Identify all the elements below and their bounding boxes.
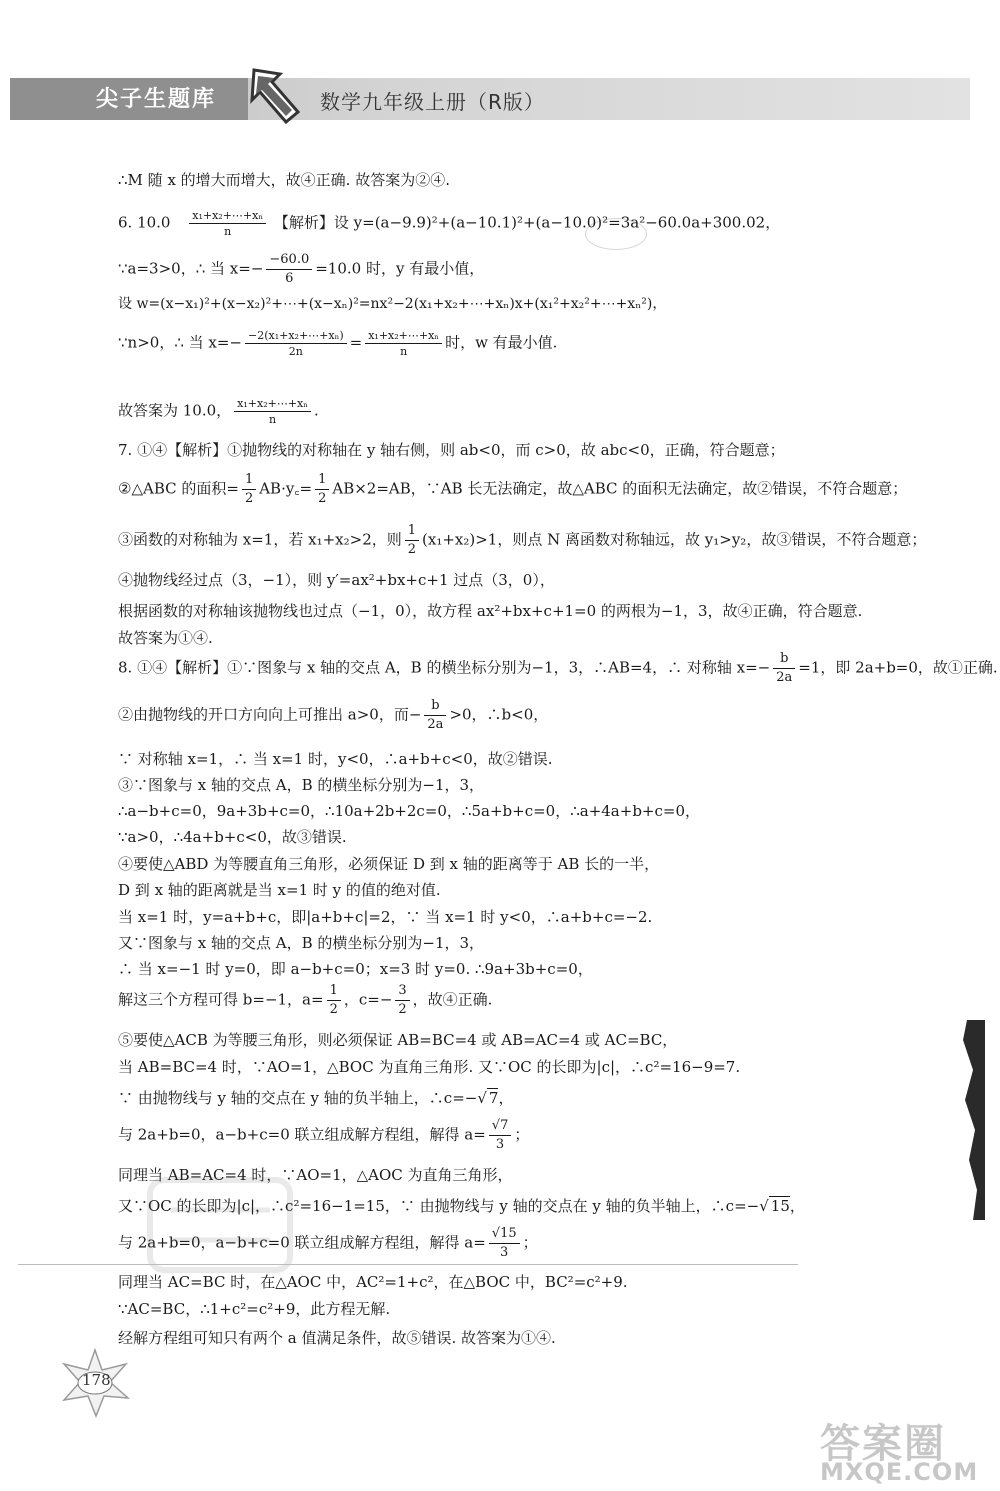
text-line: 与 2a+b=0，a−b+c=0 联立组成解方程组，解得 a= $\frac{√15}{3}$ ； <box>118 1226 538 1260</box>
text-line: 当 x=1 时，y=a+b+c，即|a+b+c|=2，∵ 当 x=1 时 y<0，∴a+b+c=−2. <box>118 908 653 926</box>
text-line: 当 AB=BC=4 时，∵AO=1，△BOC 为直角三角形. 又∵OC 的长即为|c|，∴c²=16−9=7. <box>118 1058 741 1076</box>
text-line: 6. 10.0 $\frac{\text{x₁+x₂+⋯+xₙ}}{n}$ 【解析】设 y=(a−9.9)²+(a−10.1)²+(a−10.0)²=3a²−60.0a+300.02， <box>118 209 781 238</box>
text-line: 经解方程组可知只有两个 a 值满足条件，故⑤错误. 故答案为①④. <box>118 1329 556 1347</box>
text-line: ④要使△ABD 为等腰直角三角形，必须保证 D 到 x 轴的距离等于 AB 长的一半， <box>118 855 660 873</box>
page-number: 178 <box>82 1371 111 1389</box>
text-line: 同理当 AC=BC 时，在△AOC 中，AC²=1+c²，在△BOC 中，BC²=c²+9. <box>118 1273 628 1291</box>
text-line: ②由抛物线的开口方向向上可推出 a>0，而− $\frac{b}{2a}$ >0，∴b<0， <box>118 698 549 732</box>
book-title: 数学九年级上册（R版） <box>320 90 545 114</box>
text-line: ∵ 对称轴 x=1，∴ 当 x=1 时，y<0，∴a+b+c<0，故②错误. <box>118 750 553 768</box>
text-line: 解这三个方程可得 b=−1，a= $\frac{1}{2}$ ，c=− $\frac{3}{2}$ ，故④正确. <box>118 983 493 1017</box>
fraction: $\frac{\text{−2(x₁+x₂+⋯+xₙ)}}{2n}$ <box>245 328 347 359</box>
fraction: $\frac{1}{2}$ <box>327 982 341 1019</box>
text-line: D 到 x 轴的距离就是当 x=1 时 y 的值的绝对值. <box>118 881 441 899</box>
fraction: $\frac{√15}{3}$ <box>489 1225 520 1262</box>
page-edge-shadow <box>955 1020 985 1220</box>
fraction: $\frac{√7}{3}$ <box>489 1117 512 1154</box>
divider-line <box>18 1264 798 1265</box>
fraction: $\frac{\text{x₁+x₂+⋯+xₙ}}{n}$ <box>365 328 442 359</box>
text-line: ∵n>0，∴ 当 x=− $\frac{\text{−2(x₁+x₂+⋯+xₙ)}}{2n}$ = $\frac{\text{x₁+x₂+⋯+xₙ}}{n}$ 时，w 有最小值. <box>118 329 558 358</box>
text-line: ④抛物线经过点（3，−1），则 y′=ax²+bx+c+1 过点（3，0）， <box>118 571 555 589</box>
fraction: $\frac{1}{2}$ <box>315 471 329 508</box>
text-line: 故答案为 10.0， $\frac{\text{x₁+x₂+⋯+xₙ}}{n}$ . <box>118 397 319 426</box>
text-line: ③函数的对称轴为 x=1，若 x₁+x₂>2，则 $\frac{1}{2}$ (x₁+x₂)>1，则点 N 离函数对称轴远，故 y₁>y₂，故③错误，不符合题意； <box>118 523 927 557</box>
text-line: 与 2a+b=0，a−b+c=0 联立组成解方程组，解得 a= $\frac{√7}{3}$ ； <box>118 1118 530 1152</box>
site-logo: 答案圈 <box>820 1421 946 1467</box>
text-line: ∴ 当 x=−1 时 y=0，即 a−b+c=0；x=3 时 y=0. ∴9a+3b+c=0， <box>118 960 593 978</box>
text-line: ∵AC=BC，∴1+c²=c²+9，此方程无解. <box>118 1300 391 1318</box>
text-line: ③∵图象与 x 轴的交点 A，B 的横坐标分别为−1，3， <box>118 776 485 794</box>
brand-title: 尖子生题库 <box>96 87 217 112</box>
fraction: $\frac{b}{2a}$ <box>424 697 446 734</box>
fraction: $\frac{1}{2}$ <box>242 471 256 508</box>
fraction: $\frac{3}{2}$ <box>395 982 409 1019</box>
text-line: 7. ①④【解析】①抛物线的对称轴在 y 轴右侧，则 ab<0，而 c>0，故 abc<0，正确，符合题意； <box>118 441 785 459</box>
text-line: ∴a−b+c=0，9a+3b+c=0，∴10a+2b+2c=0，∴5a+b+c=0，∴a+4a+b+c=0， <box>118 802 701 820</box>
text-line: 同理当 AB=AC=4 时，∵AO=1，△AOC 为直角三角形， <box>118 1166 513 1184</box>
text-line: 又∵图象与 x 轴的交点 A，B 的横坐标分别为−1，3， <box>118 934 485 952</box>
text-line: 根据函数的对称轴该抛物线也过点（−1，0），故方程 ax²+bx+c+1=0 的两根为−1，3，故④正确，符合题意. <box>118 602 863 620</box>
fraction: $\frac{1}{2}$ <box>405 522 419 559</box>
fraction: $\frac{b}{2a}$ <box>773 650 795 687</box>
text-line: ∴M 随 x 的增大而增大，故④正确. 故答案为②④. <box>118 171 450 189</box>
fraction: $\frac{\text{x₁+x₂+⋯+xₙ}}{n}$ <box>234 396 311 427</box>
text-line: 故答案为①④. <box>118 629 213 647</box>
text-line: 又∵OC 的长即为|c|，∴c²=16−1=15，∵ 由抛物线与 y 轴的交点在 y 轴的负半轴上，∴c=−√ 15， <box>118 1197 805 1215</box>
fraction: $\frac{\text{x₁+x₂+⋯+xₙ}}{n}$ <box>189 208 266 239</box>
text-line: ②△ABC 的面积= $\frac{1}{2}$ AB·y꜀= $\frac{1}{2}$ AB×2=AB，∵AB 长无法确定，故△ABC 的面积无法确定，故②错误，不符合题意； <box>118 472 908 506</box>
arrow-icon <box>244 64 304 126</box>
site-url: MXQE.COM <box>820 1458 979 1486</box>
text-line: 8. ①④【解析】①∵图象与 x 轴的交点 A，B 的横坐标分别为−1，3，∴AB=4，∴ 对称轴 x=− $\frac{b}{2a}$ =1，即 2a+b=0，故①正确. <box>118 651 998 685</box>
text-line: ∵ 由抛物线与 y 轴的交点在 y 轴的负半轴上，∴c=−√ 7， <box>118 1089 514 1107</box>
text-line: ∵a>0，∴4a+b+c<0，故③错误. <box>118 828 347 846</box>
text-line: ⑤要使△ACB 为等腰三角形，则必须保证 AB=BC=4 或 AB=AC=4 或 AC=BC， <box>118 1031 678 1049</box>
fraction: $\frac{-60.0}{6}$ <box>266 251 312 288</box>
text-line: 设 w=(x−x₁)²+(x−x₂)²+⋯+(x−xₙ)²=nx²−2(x₁+x₂+⋯+xₙ)x+(x₁²+x₂²+⋯+xₙ²)， <box>118 296 667 312</box>
text-line: ∵a=3>0，∴ 当 x=− $\frac{-60.0}{6}$ =10.0 时，y 有最小值， <box>118 252 485 286</box>
